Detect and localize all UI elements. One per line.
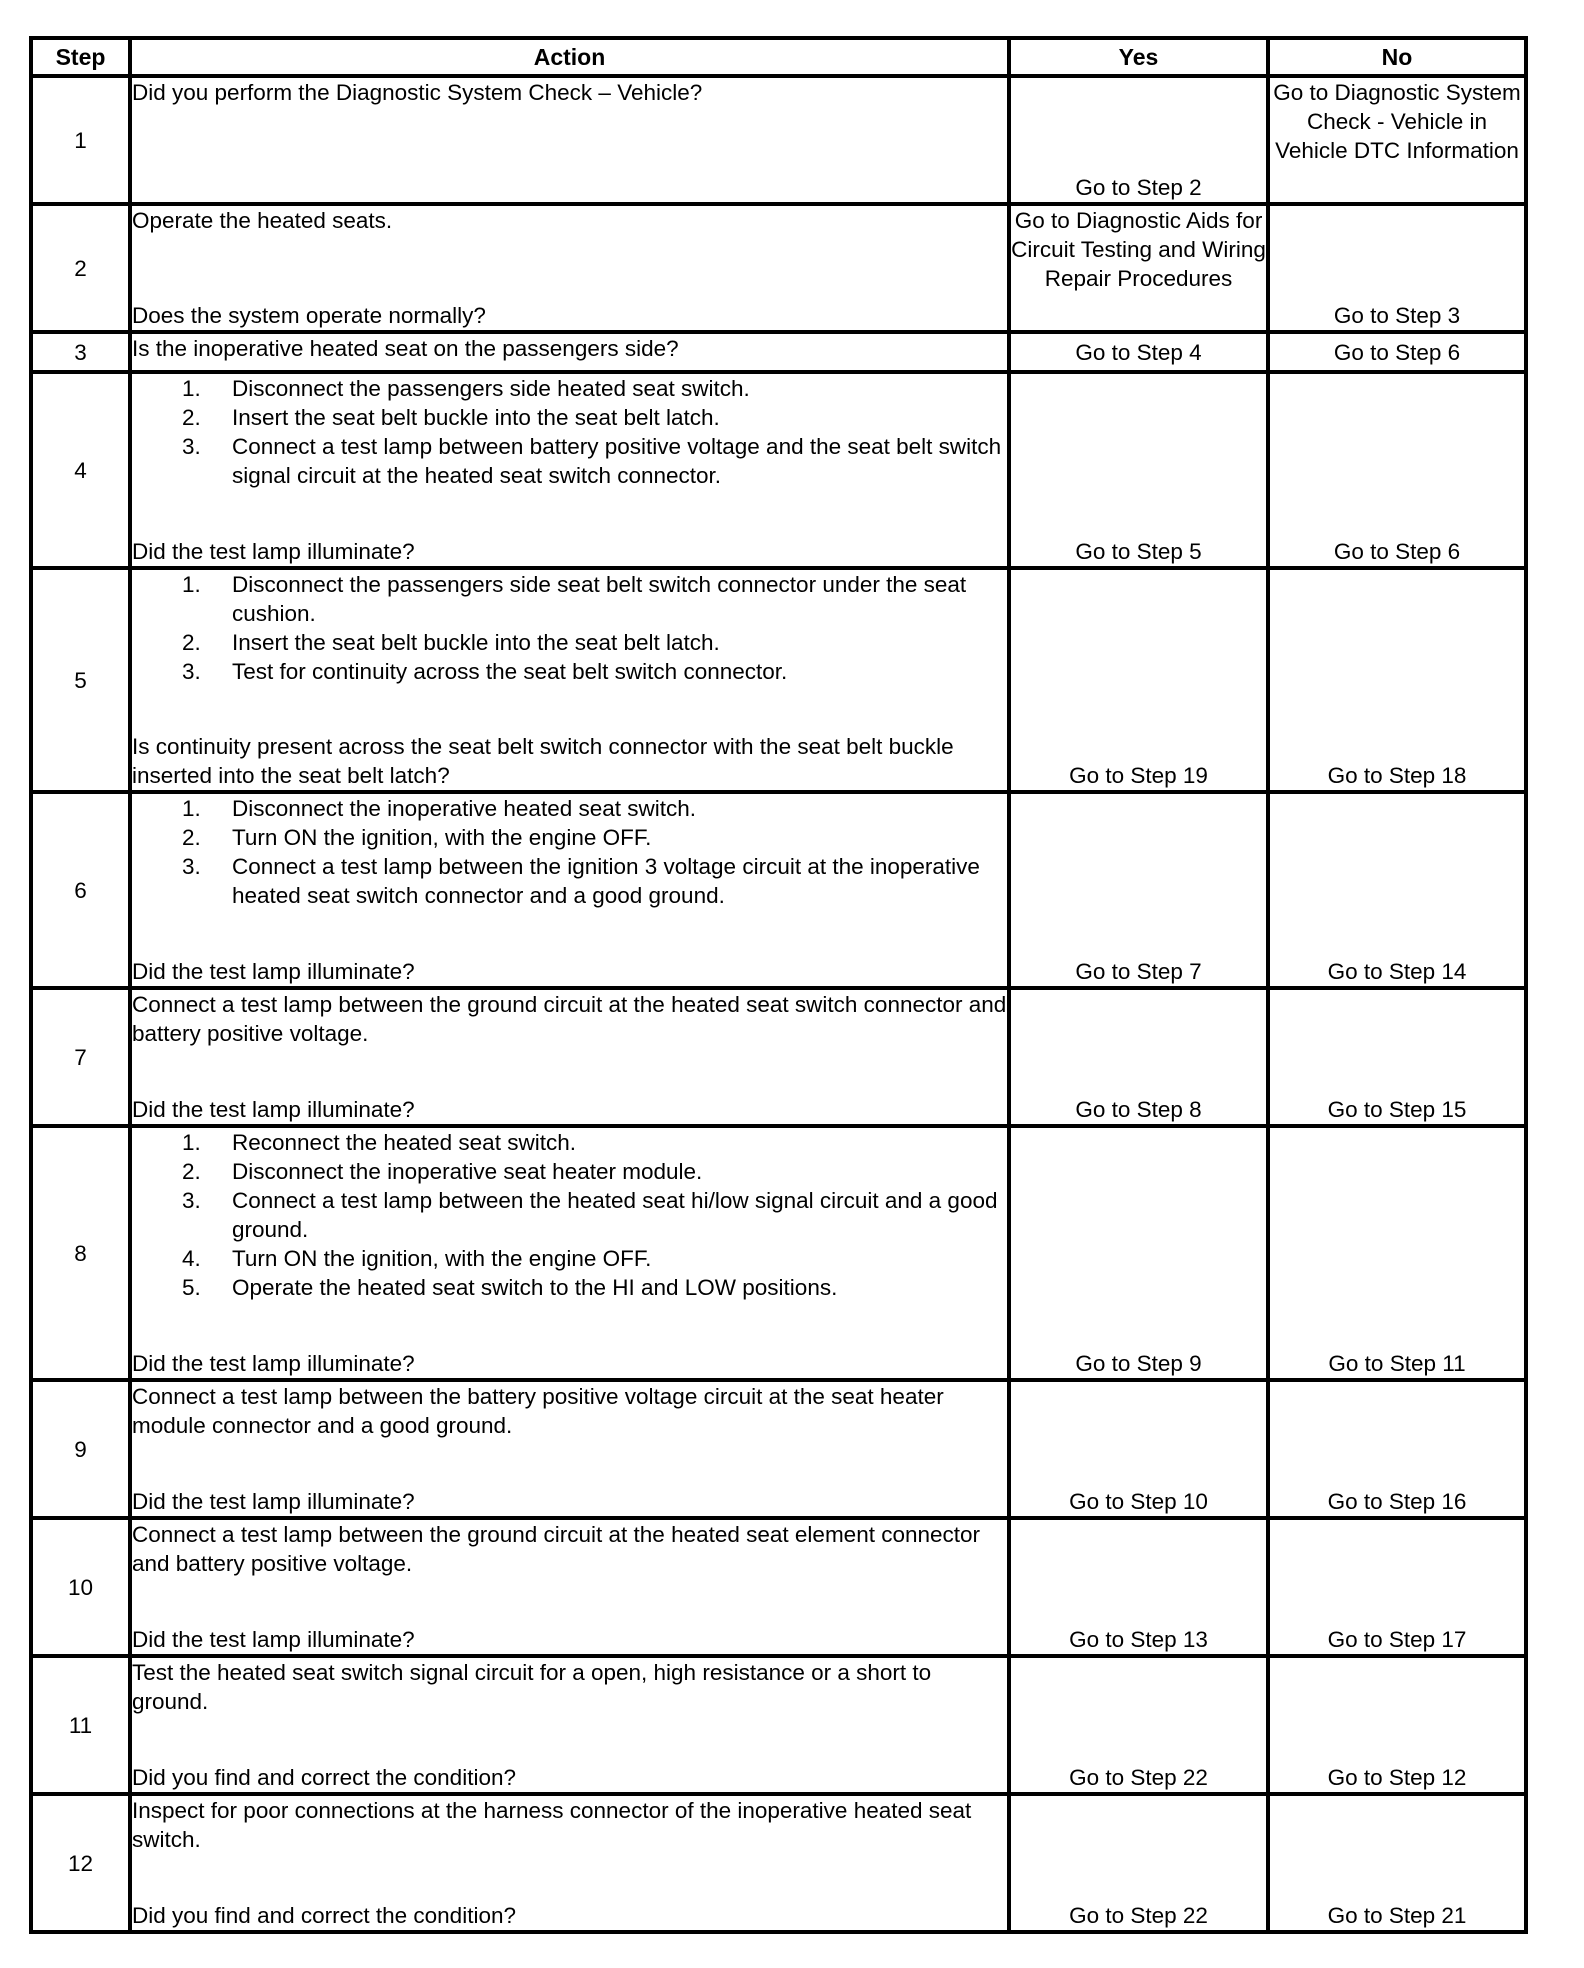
table-header-row [31,38,1526,76]
action-cell [130,792,1009,988]
action-cell [130,332,1009,372]
action-question: Did the test lamp illuminate? [132,959,415,984]
action-content [132,1520,1007,1654]
substep-item [132,823,1007,852]
substep-number: 2. [182,405,201,430]
no-outcome: Go to Step 16 [1268,1380,1526,1518]
action-content [132,334,1007,370]
no-outcome: Go to Step 6 [1268,332,1526,372]
action-instruction: Connect a test lamp between the ground circuit at the heated seat element connector and battery positive voltage. [132,1522,981,1576]
yes-outcome: Go to Step 5 [1009,372,1268,568]
yes-outcome: Go to Step 22 [1009,1794,1268,1932]
substep-item [132,432,1007,490]
substep-list [132,374,1007,490]
step-number: 4 [31,372,130,568]
step-number: 2 [31,204,130,332]
yes-outcome: Go to Step 8 [1009,988,1268,1126]
step-number: 9 [31,1380,130,1518]
no-outcome: Go to Step 21 [1268,1794,1526,1932]
substep-text: Operate the heated seat switch to the HI and LOW positions. [232,1275,838,1300]
yes-outcome: Go to Step 2 [1009,76,1268,204]
step-number: 1 [31,76,130,204]
table-row [31,988,1526,1126]
substep-item [132,1128,1007,1157]
action-cell [130,76,1009,204]
action-content [132,1128,1007,1378]
substep-number: 5. [182,1275,201,1300]
action-question: Did you find and correct the condition? [132,1903,516,1928]
action-question: Did the test lamp illuminate? [132,1097,415,1122]
action-cell [130,372,1009,568]
substep-text: Connect a test lamp between the ignition 3 voltage circuit at the inoperative heated seat switch connector and a good ground. [232,854,980,908]
action-cell [130,1126,1009,1380]
substep-number: 2. [182,825,201,850]
no-outcome: Go to Step 3 [1268,204,1526,332]
substep-number: 1. [182,572,201,597]
table-row [31,372,1526,568]
action-question: Did the test lamp illuminate? [132,1627,415,1652]
substep-text: Disconnect the inoperative heated seat switch. [232,796,697,821]
action-cell [130,568,1009,792]
action-question: Did you find and correct the condition? [132,1765,516,1790]
substep-number: 3. [182,434,201,459]
substep-item [132,570,1007,628]
no-outcome: Go to Step 14 [1268,792,1526,988]
substep-text: Insert the seat belt buckle into the seat belt latch. [232,405,720,430]
action-content [132,570,1007,790]
substep-number: 4. [182,1246,201,1271]
table-row [31,568,1526,792]
header-step: Step [31,38,130,76]
substep-list [132,794,1007,910]
substep-list [132,570,1007,686]
substep-item [132,1273,1007,1302]
diagnostic-table-page [29,36,1524,1934]
substep-item [132,1157,1007,1186]
yes-outcome: Go to Step 4 [1009,332,1268,372]
substep-text: Connect a test lamp between the heated seat hi/low signal circuit and a good ground. [232,1188,998,1242]
action-question: Did the test lamp illuminate? [132,539,415,564]
header-yes: Yes [1009,38,1268,76]
action-body [132,374,1007,490]
header-no: No [1268,38,1526,76]
table-body [31,76,1526,1932]
action-body [132,78,1007,107]
no-outcome: Go to Step 6 [1268,372,1526,568]
action-instruction: Inspect for poor connections at the harness connector of the inoperative heated seat switch. [132,1798,972,1852]
action-content [132,78,1007,202]
substep-text: Disconnect the passengers side heated seat switch. [232,376,750,401]
no-outcome: Go to Step 11 [1268,1126,1526,1380]
no-outcome: Go to Step 18 [1268,568,1526,792]
substep-text: Turn ON the ignition, with the engine OFF. [232,825,652,850]
yes-outcome: Go to Diagnostic Aids for Circuit Testing and Wiring Repair Procedures [1009,204,1268,332]
action-instruction: Operate the heated seats. [132,208,393,233]
yes-outcome: Go to Step 22 [1009,1656,1268,1794]
action-instruction: Is the inoperative heated seat on the passengers side? [132,336,679,361]
action-question: Is continuity present across the seat belt switch connector with the seat belt buckle inserted into the seat belt latch? [132,734,954,788]
action-body [132,1796,1007,1854]
no-outcome: Go to Step 15 [1268,988,1526,1126]
substep-item [132,794,1007,823]
step-number: 6 [31,792,130,988]
action-body [132,990,1007,1048]
yes-outcome: Go to Step 19 [1009,568,1268,792]
yes-outcome: Go to Step 10 [1009,1380,1268,1518]
header-action: Action [130,38,1009,76]
substep-number: 1. [182,796,201,821]
action-instruction: Connect a test lamp between the battery positive voltage circuit at the seat heater module connector and a good ground. [132,1384,944,1438]
table-row [31,1126,1526,1380]
action-content [132,794,1007,986]
action-content [132,374,1007,566]
substep-number: 2. [182,1159,201,1184]
action-cell [130,1794,1009,1932]
substep-item [132,852,1007,910]
step-number: 5 [31,568,130,792]
substep-number: 3. [182,659,201,684]
action-body [132,1520,1007,1578]
yes-outcome: Go to Step 13 [1009,1518,1268,1656]
substep-item [132,628,1007,657]
substep-number: 1. [182,376,201,401]
table-row [31,792,1526,988]
substep-text: Insert the seat belt buckle into the seat belt latch. [232,630,720,655]
action-cell [130,1518,1009,1656]
table-row [31,1380,1526,1518]
table-row [31,76,1526,204]
yes-outcome: Go to Step 7 [1009,792,1268,988]
action-instruction: Test the heated seat switch signal circuit for a open, high resistance or a short to ground. [132,1660,932,1714]
action-question: Did the test lamp illuminate? [132,1351,415,1376]
table-row [31,332,1526,372]
substep-text: Turn ON the ignition, with the engine OFF. [232,1246,652,1271]
action-cell [130,988,1009,1126]
action-question: Does the system operate normally? [132,303,486,328]
substep-item [132,403,1007,432]
action-body [132,1658,1007,1716]
action-instruction: Did you perform the Diagnostic System Check – Vehicle? [132,80,703,105]
substep-item [132,657,1007,686]
step-number: 8 [31,1126,130,1380]
action-body [132,1382,1007,1440]
action-body [132,570,1007,686]
action-content [132,1382,1007,1516]
action-instruction: Connect a test lamp between the ground circuit at the heated seat switch connector and battery positive voltage. [132,992,1007,1046]
no-outcome: Go to Step 17 [1268,1518,1526,1656]
substep-text: Disconnect the inoperative seat heater module. [232,1159,703,1184]
substep-number: 2. [182,630,201,655]
step-number: 11 [31,1656,130,1794]
step-number: 12 [31,1794,130,1932]
substep-item [132,374,1007,403]
substep-text: Connect a test lamp between battery positive voltage and the seat belt switch signal circuit at the heated seat switch connector. [232,434,1002,488]
table-row [31,1794,1526,1932]
substep-number: 3. [182,1188,201,1213]
action-body [132,334,1007,363]
action-content [132,1658,1007,1792]
action-content [132,1796,1007,1930]
substep-number: 3. [182,854,201,879]
substep-list [132,1128,1007,1302]
action-content [132,990,1007,1124]
substep-item [132,1186,1007,1244]
substep-number: 1. [182,1130,201,1155]
diagnostic-table [29,36,1528,1934]
substep-text: Disconnect the passengers side seat belt switch connector under the seat cushion. [232,572,967,626]
step-number: 10 [31,1518,130,1656]
action-question: Did the test lamp illuminate? [132,1489,415,1514]
action-body [132,206,1007,235]
action-body [132,1128,1007,1302]
no-outcome: Go to Step 12 [1268,1656,1526,1794]
action-body [132,794,1007,910]
action-content [132,206,1007,330]
action-cell [130,1656,1009,1794]
substep-text: Reconnect the heated seat switch. [232,1130,576,1155]
action-cell [130,204,1009,332]
substep-text: Test for continuity across the seat belt switch connector. [232,659,788,684]
yes-outcome: Go to Step 9 [1009,1126,1268,1380]
step-number: 7 [31,988,130,1126]
table-row [31,1518,1526,1656]
table-row [31,204,1526,332]
no-outcome: Go to Diagnostic System Check - Vehicle in Vehicle DTC Information [1268,76,1526,204]
substep-item [132,1244,1007,1273]
step-number: 3 [31,332,130,372]
table-row [31,1656,1526,1794]
action-cell [130,1380,1009,1518]
